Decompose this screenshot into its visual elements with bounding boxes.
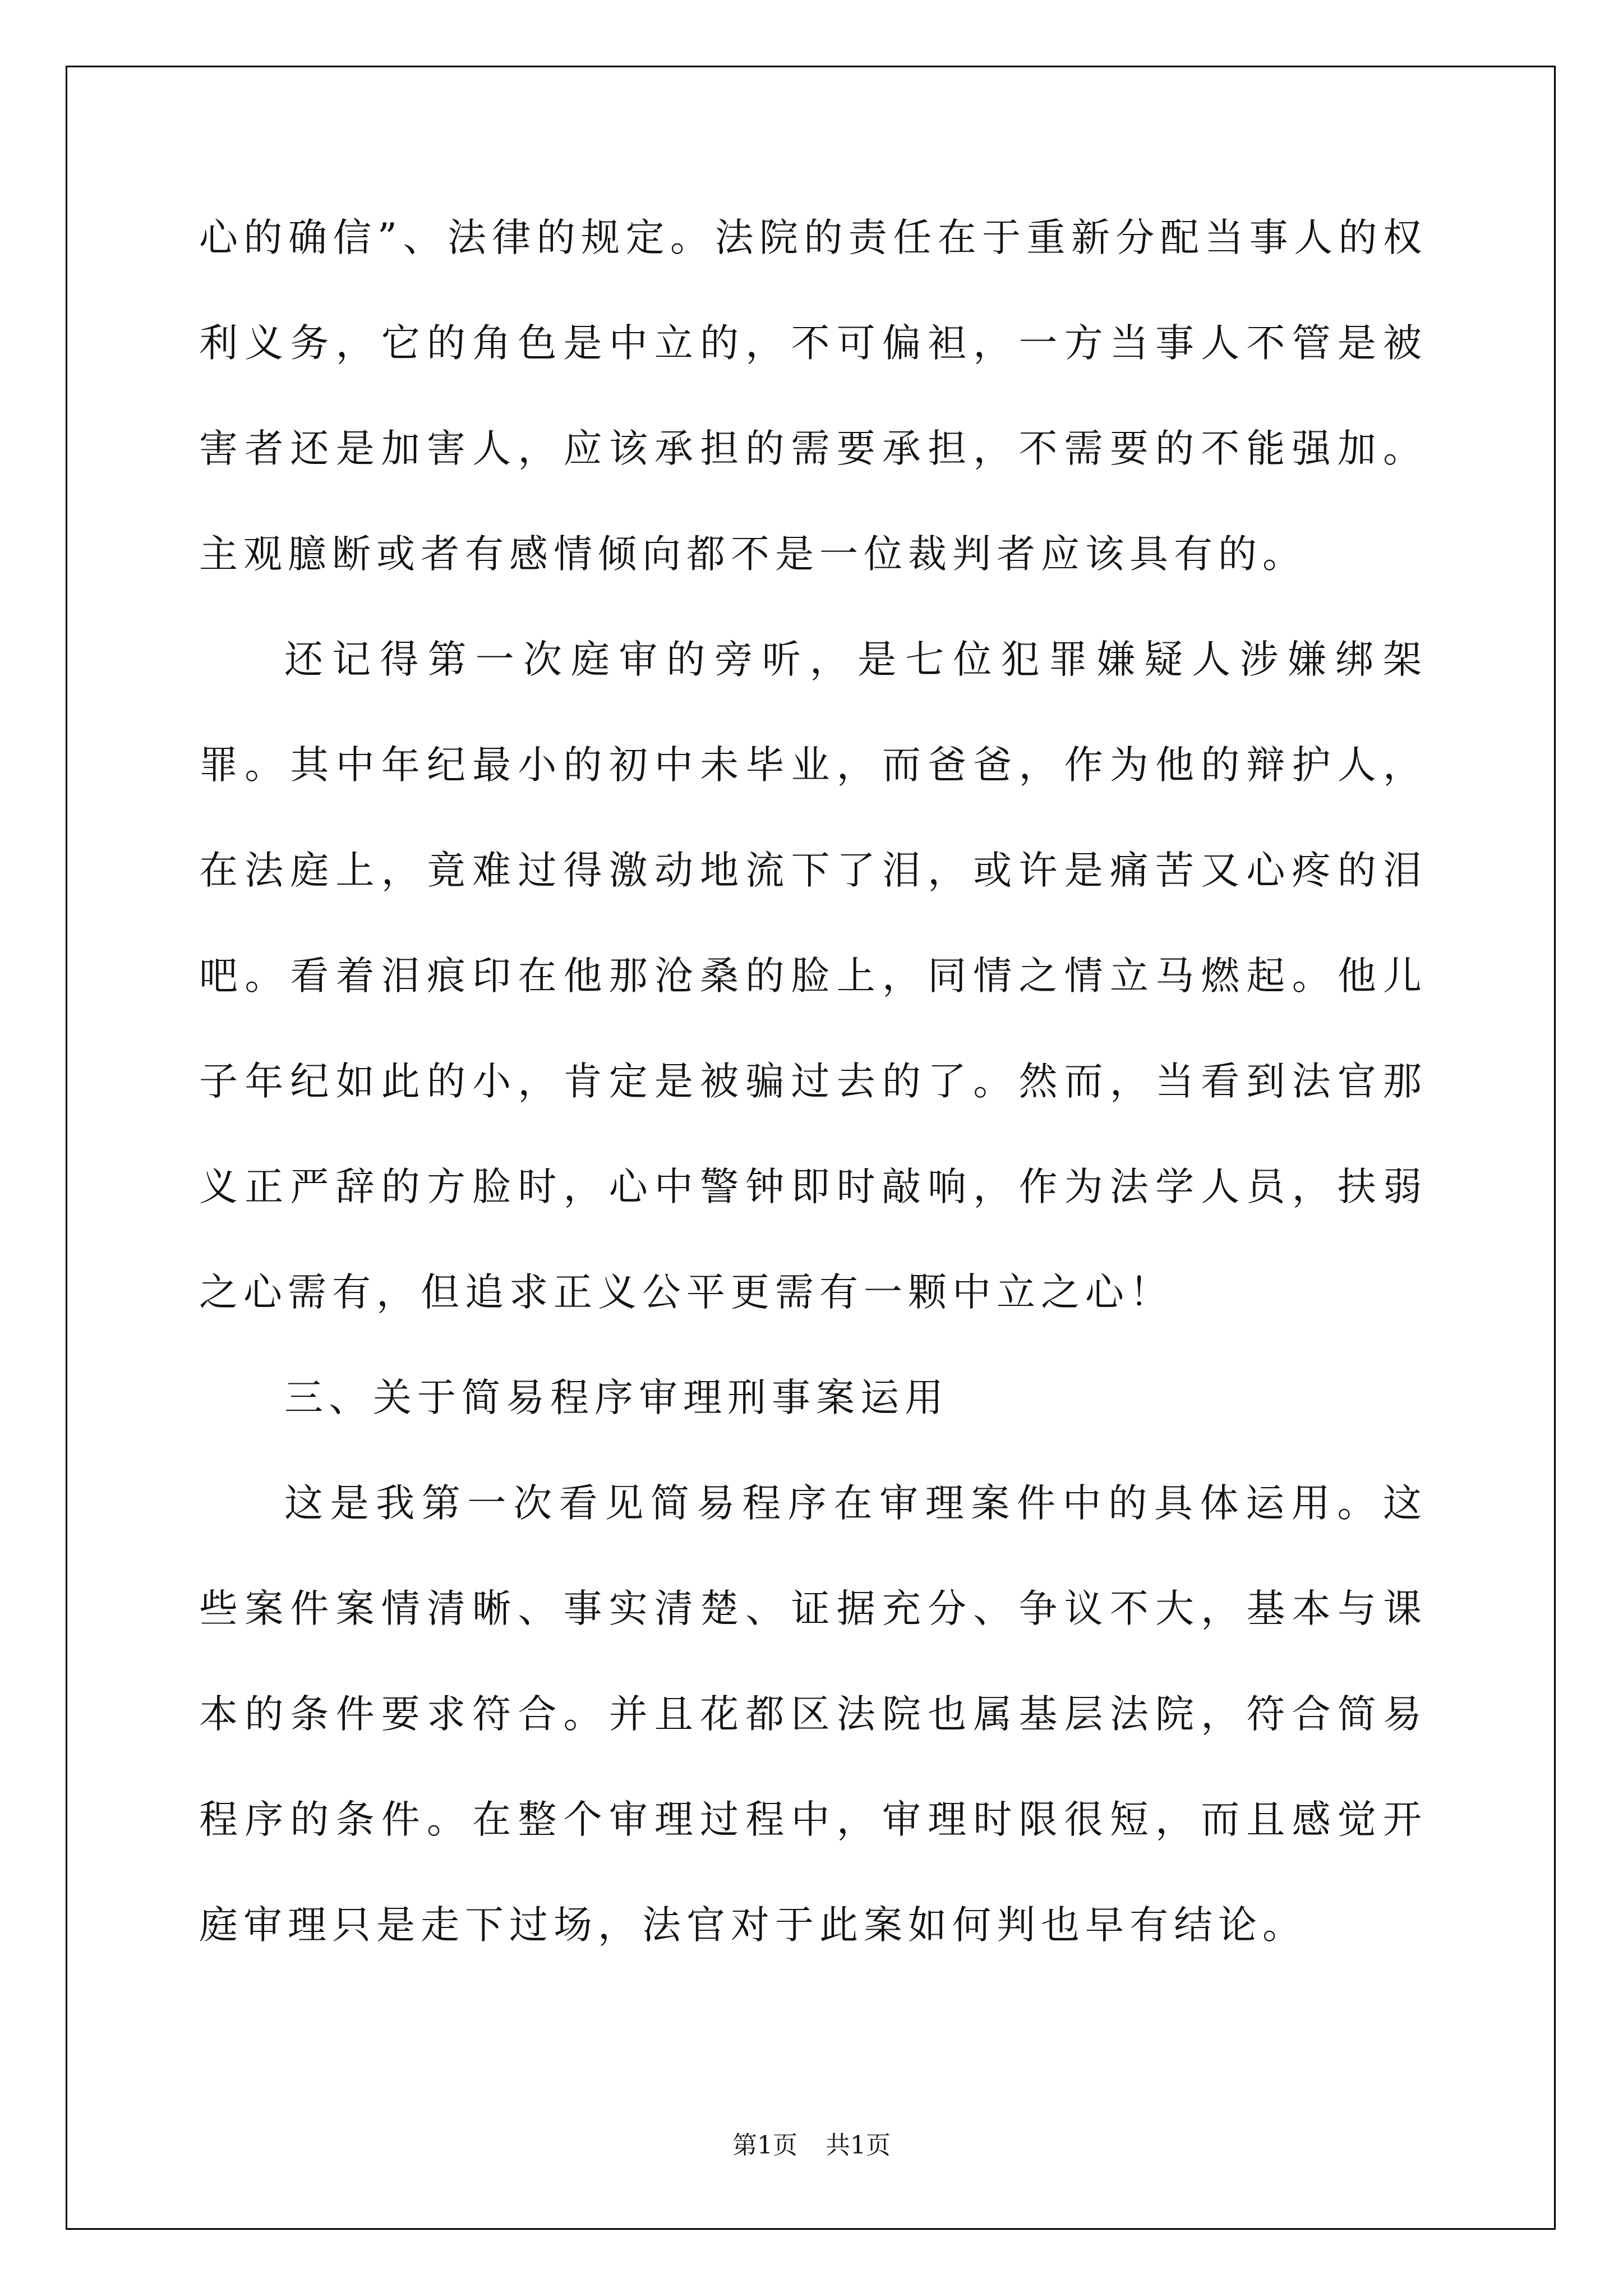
paragraph-continuation: 心的确信”、法律的规定。法院的责任在于重新分配当事人的权利义务，它的角色是中立的，不可偏袒，一方当事人不管是被害者还是加害人，应该承担的需要承担，不需要的不能强加。主观臆断或者有感情倾向都不是一位裁判者应该具有的。 bbox=[199, 215, 1427, 577]
section-heading: 三、关于简易程序审理刑事案运用 bbox=[284, 1375, 949, 1420]
paragraph-trial-observation: 还记得第一次庭审的旁听，是七位犯罪嫌疑人涉嫌绑架罪。其中年纪最小的初中未毕业，而爸爸，作为他的辩护人，在法庭上，竟难过得激动地流下了泪，或许是痛苦又心疼的泪吧。看着泪痕印在他那沧桑的脸上，同情之情立马燃起。他儿子年纪如此的小，肯定是被骗过去的了。然而，当看到法官那义正严辞的方脸时，心中警钟即时敲响，作为法学人员，扶弱之心需有，但追求正义公平更需有一颗中立之心！ bbox=[199, 637, 1427, 1315]
page-number-current: 第1页 bbox=[732, 2131, 797, 2160]
paragraph-simple-procedure: 这是我第一次看见简易程序在审理案件中的具体运用。这些案件案情清晰、事实清楚、证据充分、争议不大，基本与课本的条件要求符合。并且花都区法院也属基层法院，符合简易程序的条件。在整个审理过程中，审理时限很短，而且感觉开庭审理只是走下过场，法官对于此案如何判也早有结论。 bbox=[199, 1481, 1427, 1948]
document-body bbox=[199, 185, 1427, 1978]
page-number-total: 共1页 bbox=[826, 2131, 891, 2160]
page-footer bbox=[0, 2129, 1623, 2162]
